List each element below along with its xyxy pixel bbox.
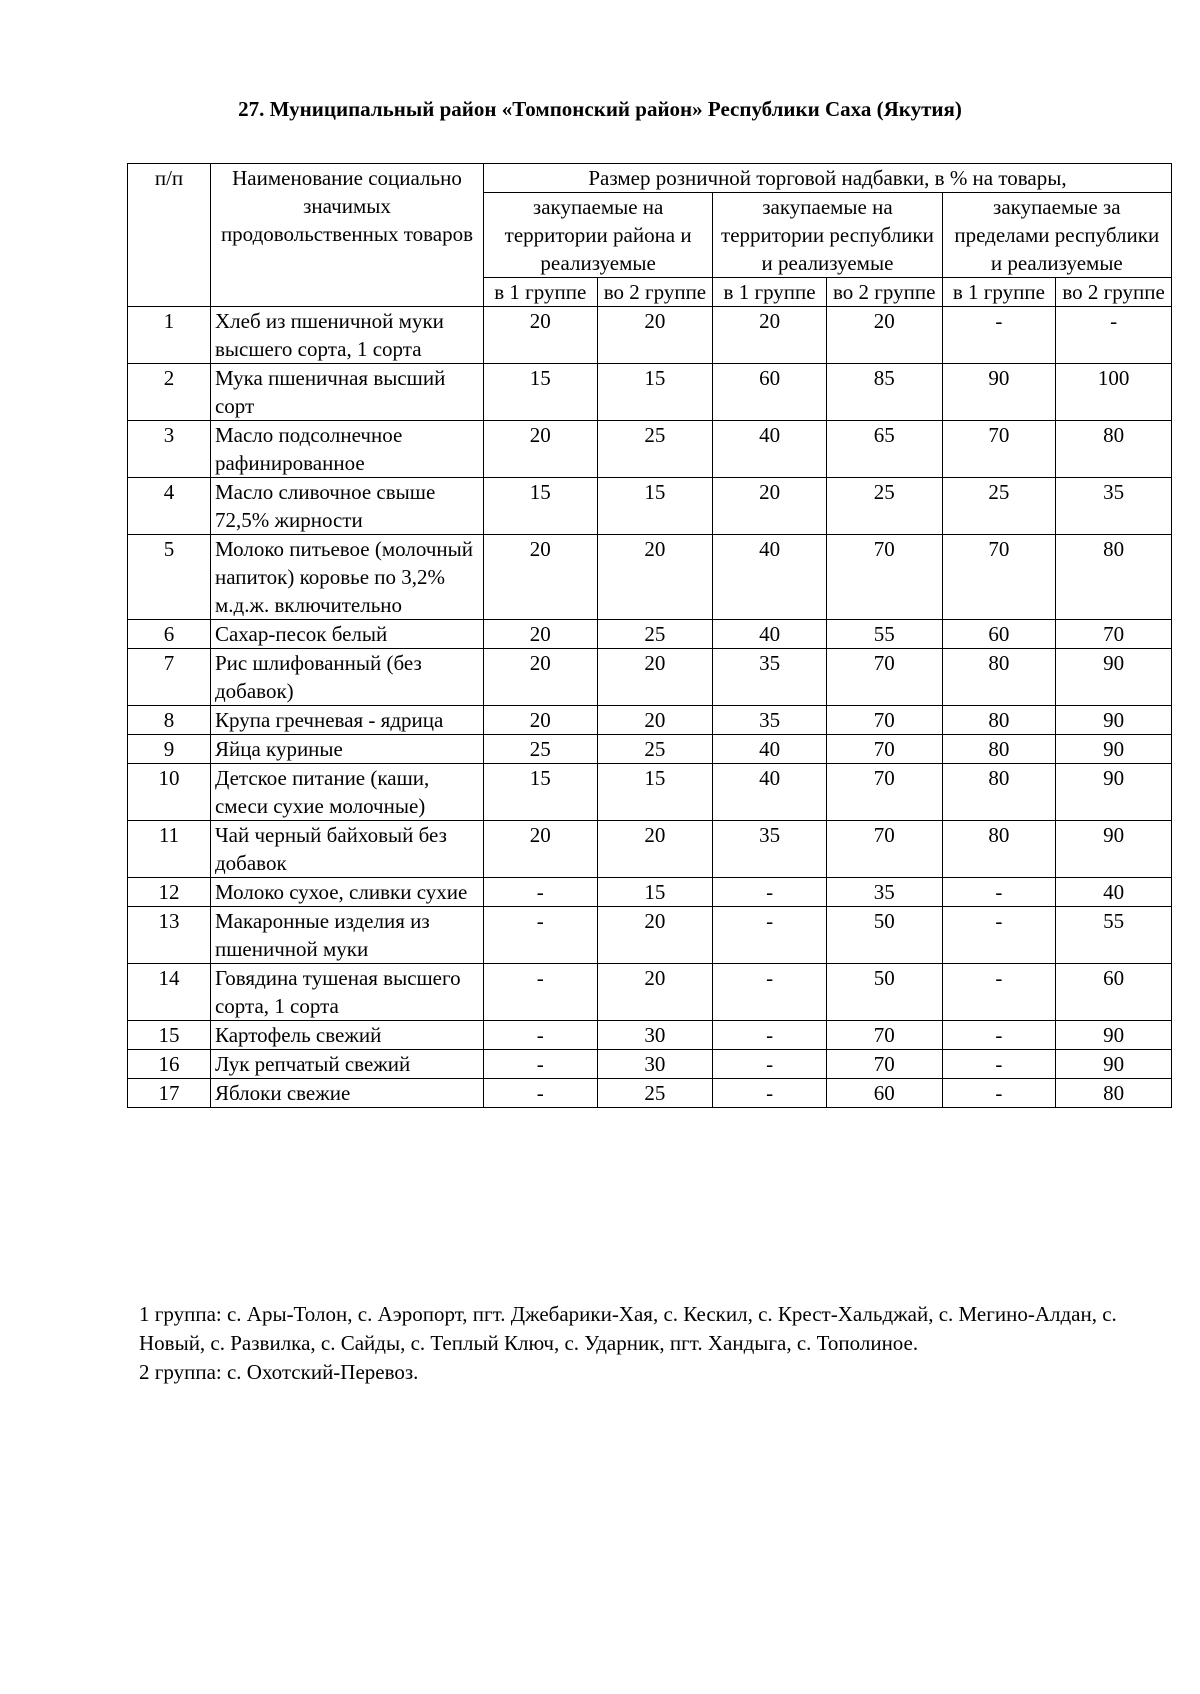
markup-value: 20	[597, 706, 713, 735]
product-name: Хлеб из пшеничной муки высшего сорта, 1 сорта	[210, 307, 483, 364]
markup-value: 80	[942, 649, 1056, 706]
markup-value: -	[483, 1079, 597, 1108]
markup-value: -	[483, 1050, 597, 1079]
markup-value: 35	[713, 649, 827, 706]
row-number: 8	[128, 706, 211, 735]
markup-value: 15	[597, 478, 713, 535]
markup-value: -	[713, 907, 827, 964]
markup-value: 40	[713, 421, 827, 478]
markup-value: 80	[1056, 421, 1172, 478]
markup-value: 90	[1056, 764, 1172, 821]
markup-value: 80	[942, 735, 1056, 764]
markup-value: 20	[483, 307, 597, 364]
header-group-district: закупаемые на территории района и реализуемые	[483, 193, 712, 278]
markup-value: 80	[942, 764, 1056, 821]
row-number: 3	[128, 421, 211, 478]
row-number: 16	[128, 1050, 211, 1079]
header-row	[128, 164, 1172, 193]
row-number: 2	[128, 364, 211, 421]
markup-value: -	[942, 964, 1056, 1021]
markup-value: 20	[826, 307, 942, 364]
product-name: Крупа гречневая - ядрица	[210, 706, 483, 735]
markup-value: 25	[483, 735, 597, 764]
markup-value: -	[713, 1079, 827, 1108]
product-name: Молоко сухое, сливки сухие	[210, 878, 483, 907]
markup-value: -	[1056, 307, 1172, 364]
row-number: 1	[128, 307, 211, 364]
table-row	[128, 764, 1172, 821]
markup-value: 15	[597, 878, 713, 907]
table-row	[128, 735, 1172, 764]
markup-value: -	[483, 907, 597, 964]
markup-value: 40	[713, 620, 827, 649]
markup-value: 35	[713, 706, 827, 735]
markup-value: 90	[1056, 821, 1172, 878]
markup-value: 25	[942, 478, 1056, 535]
markup-value: 25	[597, 735, 713, 764]
table-body	[128, 164, 1172, 1108]
markup-value: -	[942, 1021, 1056, 1050]
row-number: 17	[128, 1079, 211, 1108]
markup-value: 90	[1056, 1050, 1172, 1079]
table-row	[128, 620, 1172, 649]
product-name: Сахар-песок белый	[210, 620, 483, 649]
markup-value: -	[942, 878, 1056, 907]
note-group-1: 1 группа: с. Ары-Толон, с. Аэропорт, пгт. Джебарики-Хая, с. Кескил, с. Крест-Хальджай, с. Мегино-Алдан, с. Новый, с. Развилка, с. Сайды, с. Теплый Ключ, с. Ударник, пгт. Хандыга, с. Тополиное.	[139, 1302, 1117, 1355]
row-number: 12	[128, 878, 211, 907]
product-name: Говядина тушеная высшего сорта, 1 сорта	[210, 964, 483, 1021]
table-row	[128, 964, 1172, 1021]
markup-value: 70	[942, 421, 1056, 478]
markup-value: 30	[597, 1050, 713, 1079]
product-name: Яблоки свежие	[210, 1079, 483, 1108]
markup-value: 60	[1056, 964, 1172, 1021]
markup-value: 20	[483, 649, 597, 706]
markup-value: -	[713, 1050, 827, 1079]
footnotes	[139, 1300, 1179, 1387]
markup-value: -	[942, 1079, 1056, 1108]
markup-value: -	[713, 964, 827, 1021]
markup-value: 70	[826, 649, 942, 706]
markup-value: 55	[826, 620, 942, 649]
header-sub: во 2 группе	[1056, 278, 1172, 307]
markup-value: 80	[942, 706, 1056, 735]
table-row	[128, 1050, 1172, 1079]
row-number: 14	[128, 964, 211, 1021]
markup-value: 60	[826, 1079, 942, 1108]
header-sub: во 2 группе	[826, 278, 942, 307]
markup-value: -	[942, 907, 1056, 964]
markup-value: -	[713, 878, 827, 907]
markup-value: 15	[483, 764, 597, 821]
markup-value: 20	[483, 535, 597, 620]
markup-value: 25	[597, 1079, 713, 1108]
table-row	[128, 478, 1172, 535]
markup-value: 15	[483, 478, 597, 535]
markup-value: 60	[942, 620, 1056, 649]
product-name: Лук репчатый свежий	[210, 1050, 483, 1079]
table-row	[128, 1079, 1172, 1108]
markup-value: -	[942, 1050, 1056, 1079]
markup-value: 25	[826, 478, 942, 535]
product-name: Молоко питьевое (молочный напиток) коровье по 3,2% м.д.ж. включительно	[210, 535, 483, 620]
markup-value: 50	[826, 907, 942, 964]
table-row	[128, 364, 1172, 421]
markup-value: 40	[713, 735, 827, 764]
markup-value: 70	[942, 535, 1056, 620]
row-number: 13	[128, 907, 211, 964]
markup-value: -	[483, 964, 597, 1021]
markup-value: 65	[826, 421, 942, 478]
product-name: Масло подсолнечное рафинированное	[210, 421, 483, 478]
markup-value: 20	[483, 706, 597, 735]
product-name: Мука пшеничная высший сорт	[210, 364, 483, 421]
markup-value: 20	[483, 620, 597, 649]
product-name: Детское питание (каши, смеси сухие молочные)	[210, 764, 483, 821]
markup-value: 90	[1056, 706, 1172, 735]
product-name: Картофель свежий	[210, 1021, 483, 1050]
markup-value: -	[483, 878, 597, 907]
markup-value: 20	[597, 821, 713, 878]
header-group-outside: закупаемые за пределами республики и реализуемые	[942, 193, 1171, 278]
table-row	[128, 649, 1172, 706]
table-row	[128, 307, 1172, 364]
markup-value: 100	[1056, 364, 1172, 421]
product-name: Чай черный байховый без добавок	[210, 821, 483, 878]
table-row	[128, 706, 1172, 735]
markup-value: 20	[597, 964, 713, 1021]
markup-value: 85	[826, 364, 942, 421]
table-row	[128, 878, 1172, 907]
markup-value: 70	[1056, 620, 1172, 649]
markup-value: 70	[826, 764, 942, 821]
product-name: Яйца куриные	[210, 735, 483, 764]
markup-value: 40	[1056, 878, 1172, 907]
markup-value: 20	[597, 307, 713, 364]
markup-value: 25	[597, 620, 713, 649]
markup-value: 20	[597, 649, 713, 706]
product-name: Рис шлифованный (без добавок)	[210, 649, 483, 706]
header-markup: Размер розничной торговой надбавки, в % на товары,	[483, 164, 1171, 193]
markup-value: 90	[1056, 1021, 1172, 1050]
markup-value: 40	[713, 764, 827, 821]
table-row	[128, 535, 1172, 620]
markup-value: 20	[713, 478, 827, 535]
row-number: 5	[128, 535, 211, 620]
markup-value: 20	[713, 307, 827, 364]
row-number: 7	[128, 649, 211, 706]
row-number: 15	[128, 1021, 211, 1050]
header-group-republic: закупаемые на территории республики и реализуемые	[713, 193, 942, 278]
markup-value: 80	[1056, 535, 1172, 620]
markup-value: 50	[826, 964, 942, 1021]
header-num: п/п	[128, 164, 211, 307]
row-number: 6	[128, 620, 211, 649]
markup-value: 60	[713, 364, 827, 421]
note-group-2: 2 группа: с. Охотский-Перевоз.	[139, 1360, 419, 1384]
product-name: Масло сливочное свыше 72,5% жирности	[210, 478, 483, 535]
markup-value: 70	[826, 1021, 942, 1050]
header-sub: в 1 группе	[713, 278, 827, 307]
markup-value: 40	[713, 535, 827, 620]
page-title: 27. Муниципальный район «Томпонский район» Республики Саха (Якутия)	[238, 97, 962, 121]
markup-value: 20	[597, 907, 713, 964]
table-row	[128, 907, 1172, 964]
markup-value: 20	[483, 821, 597, 878]
header-sub: во 2 группе	[597, 278, 713, 307]
markup-value: 70	[826, 735, 942, 764]
product-name: Макаронные изделия из пшеничной муки	[210, 907, 483, 964]
markup-value: 20	[483, 421, 597, 478]
row-number: 9	[128, 735, 211, 764]
row-number: 11	[128, 821, 211, 878]
markup-value: 20	[597, 535, 713, 620]
markup-value: -	[942, 307, 1056, 364]
markup-value: 90	[942, 364, 1056, 421]
markup-value: 35	[713, 821, 827, 878]
header-sub: в 1 группе	[942, 278, 1056, 307]
header-sub: в 1 группе	[483, 278, 597, 307]
markup-value: 15	[483, 364, 597, 421]
row-number: 4	[128, 478, 211, 535]
markup-table	[127, 163, 1172, 1108]
markup-value: 35	[1056, 478, 1172, 535]
markup-value: 15	[597, 764, 713, 821]
markup-value: -	[483, 1021, 597, 1050]
header-name: Наименование социально значимых продовольственных товаров	[210, 164, 483, 307]
markup-value: 30	[597, 1021, 713, 1050]
markup-value: -	[713, 1021, 827, 1050]
markup-value: 70	[826, 706, 942, 735]
markup-value: 80	[1056, 1079, 1172, 1108]
markup-value: 35	[826, 878, 942, 907]
table-row	[128, 1021, 1172, 1050]
table-row	[128, 821, 1172, 878]
markup-value: 55	[1056, 907, 1172, 964]
row-number: 10	[128, 764, 211, 821]
markup-value: 70	[826, 1050, 942, 1079]
markup-value: 25	[597, 421, 713, 478]
markup-value: 70	[826, 535, 942, 620]
markup-value: 90	[1056, 735, 1172, 764]
markup-value: 15	[597, 364, 713, 421]
markup-value: 70	[826, 821, 942, 878]
markup-value: 90	[1056, 649, 1172, 706]
markup-value: 80	[942, 821, 1056, 878]
table-row	[128, 421, 1172, 478]
